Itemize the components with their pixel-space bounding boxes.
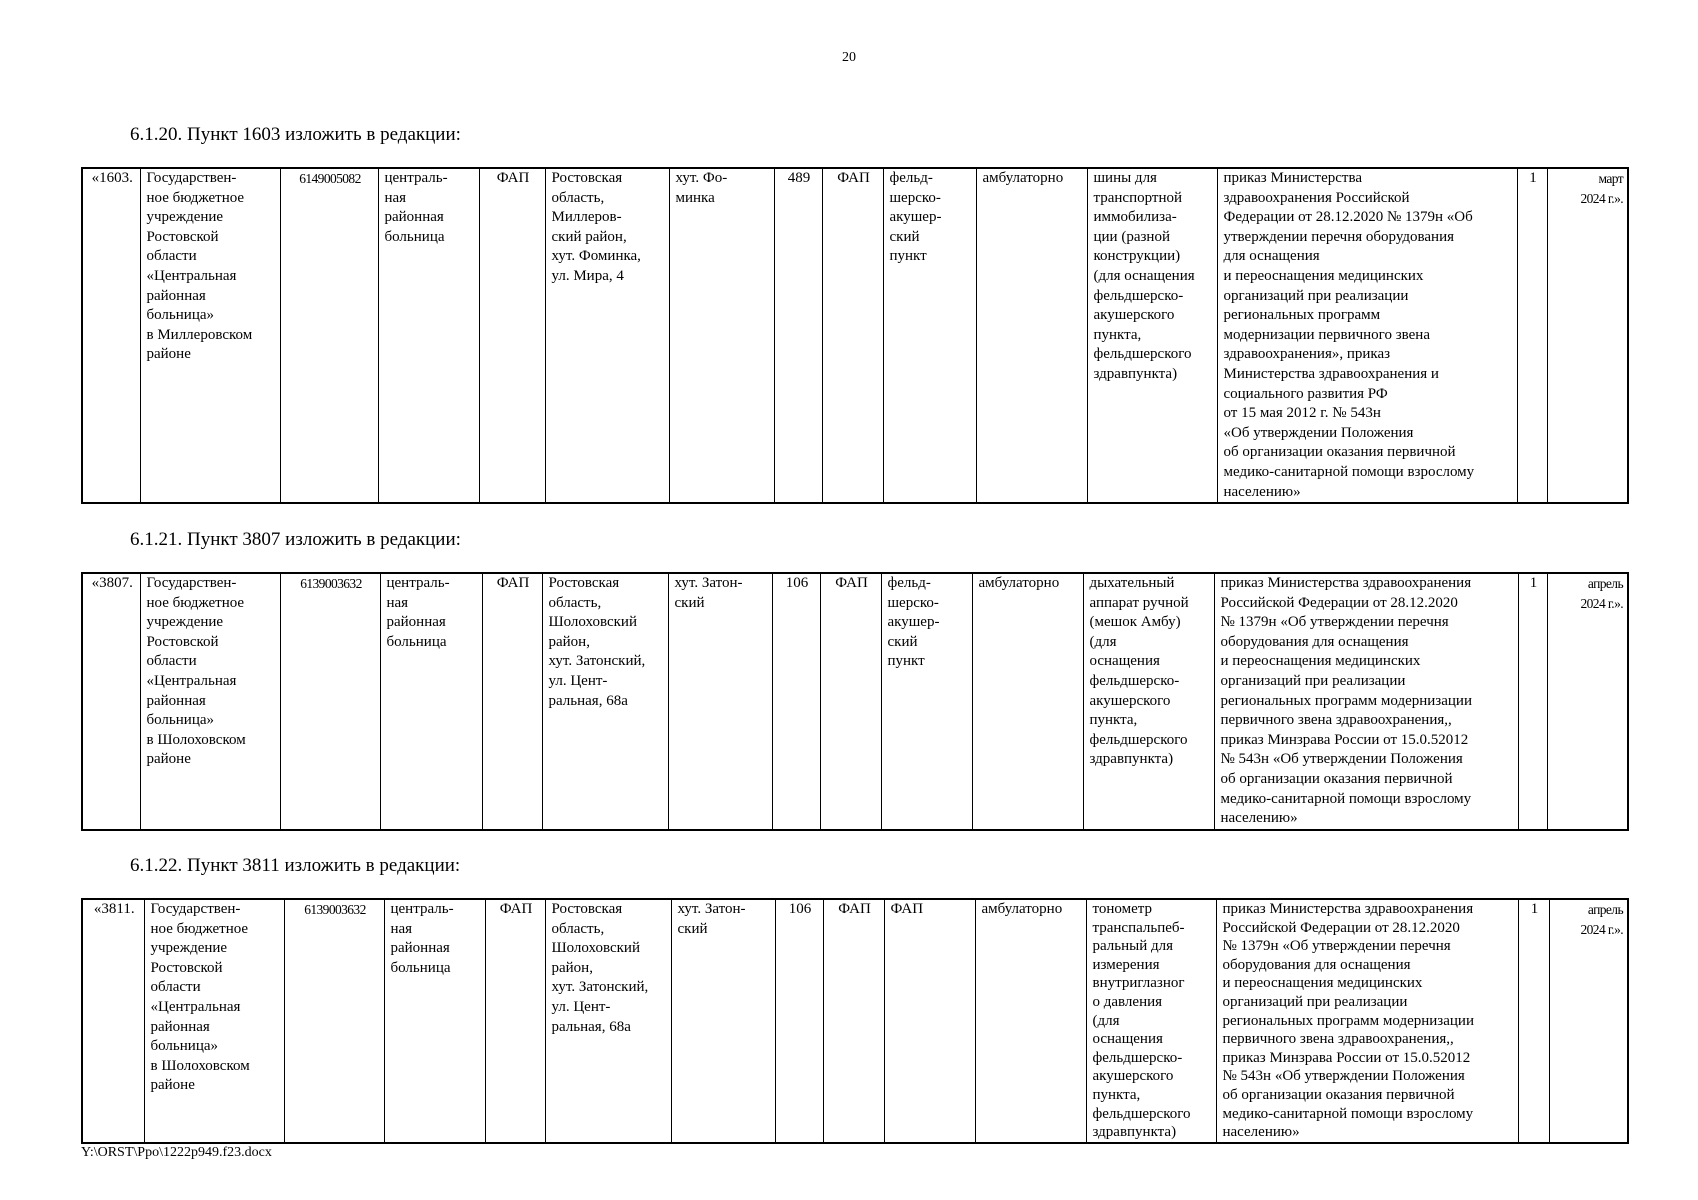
- footer-file-path: Y:\ORST\Ppo\1222p949.f23.docx: [81, 1145, 272, 1160]
- deadline: апрель 2024 г.».: [1549, 899, 1628, 1143]
- unit: ФАП: [485, 899, 545, 1143]
- section-table-1: [81, 167, 1629, 504]
- legal-basis: приказ Министерства здравоохранения Российской Федерации от 28.12.2020 № 1379н «Об утверждении перечня оборудования для оснащения и переоснащения медицинских организаций при реализации региональных программ модернизации первичного звена здравоохранения,, приказ Минзрава России от 15.0.52012 № 543н «Об утверждении Положения об организации оказания первичной медико-санитарной помощи взрослому населению»: [1214, 573, 1518, 830]
- deadline: апрель 2024 г.».: [1547, 573, 1628, 830]
- table-row: [82, 573, 1628, 830]
- quantity: 1: [1518, 899, 1549, 1143]
- deadline: март 2024 г.».: [1547, 168, 1628, 503]
- care-form: амбулаторно: [976, 168, 1087, 503]
- equipment: дыхательный аппарат ручной (мешок Амбу) (для оснащения фельдшерско- акушерского пункта, фельдшерского здравпункта): [1083, 573, 1214, 830]
- unit-short: ФАП: [822, 168, 883, 503]
- population: 106: [772, 573, 820, 830]
- unit-type: фельд- шерско- акушер- ский пункт: [883, 168, 976, 503]
- section-heading-1: 6.1.20. Пункт 1603 изложить в редакции:: [130, 124, 461, 145]
- section-table-3: [81, 898, 1629, 1144]
- unit-short: ФАП: [820, 573, 881, 830]
- institution-name: Государствен- ное бюджетное учреждение Ростовской области «Центральная районная больница» в Шолоховском районе: [140, 573, 280, 830]
- unit-short: ФАП: [823, 899, 884, 1143]
- inn: 6139003632: [284, 899, 384, 1143]
- unit: ФАП: [479, 168, 545, 503]
- population: 489: [774, 168, 822, 503]
- inn: 6139003632: [280, 573, 380, 830]
- legal-basis: приказ Министерства здравоохранения Российской Федерации от 28.12.2020 № 1379н «Об утверждении перечня оборудования для оснащения и переоснащения медицинских организаций при реализации региональных программ модернизации первичного звена здравоохранения», приказ Министерства здравоохранения и социального развития РФ от 15 мая 2012 г. № 543н «Об утверждении Положения об организации оказания первичной медико-санитарной помощи взрослому населению»: [1217, 168, 1517, 503]
- section-table-2: [81, 572, 1629, 831]
- population: 106: [775, 899, 823, 1143]
- institution-type: централь- ная районная больница: [380, 573, 482, 830]
- item-number: «3807.: [82, 573, 140, 830]
- item-number: «1603.: [82, 168, 140, 503]
- address: Ростовская область, Миллеров- ский район, хут. Фоминка, ул. Мира, 4: [545, 168, 669, 503]
- institution-type: централь- ная районная больница: [378, 168, 479, 503]
- item-number: «3811.: [82, 899, 144, 1143]
- section-heading-3: 6.1.22. Пункт 3811 изложить в редакции:: [130, 855, 461, 876]
- table-row: [82, 899, 1628, 1143]
- care-form: амбулаторно: [975, 899, 1086, 1143]
- unit-type: фельд- шерско- акушер- ский пункт: [881, 573, 972, 830]
- institution-name: Государствен- ное бюджетное учреждение Ростовской области «Центральная районная больница» в Миллеровском районе: [140, 168, 280, 503]
- table-row: [82, 168, 1628, 503]
- unit: ФАП: [482, 573, 542, 830]
- address: Ростовская область, Шолоховский район, хут. Затонский, ул. Цент- ральная, 68а: [545, 899, 671, 1143]
- locality: хут. Затон- ский: [668, 573, 772, 830]
- locality: хут. Затон- ский: [671, 899, 775, 1143]
- locality: хут. Фо- минка: [669, 168, 774, 503]
- page-number: 20: [842, 50, 856, 65]
- equipment: шины для транспортной иммобилиза- ции (разной конструкции) (для оснащения фельдшерско- акушерского пункта, фельдшерского здравпункта): [1087, 168, 1217, 503]
- quantity: 1: [1518, 573, 1547, 830]
- legal-basis: приказ Министерства здравоохранения Российской Федерации от 28.12.2020 № 1379н «Об утверждении перечня оборудования для оснащения и переоснащения медицинских организаций при реализации региональных программ модернизации первичного звена здравоохранения,, приказ Минзрава России от 15.0.52012 № 543н «Об утверждении Положения об организации оказания первичной медико-санитарной помощи взрослому населению»: [1216, 899, 1518, 1143]
- section-heading-2: 6.1.21. Пункт 3807 изложить в редакции:: [130, 529, 461, 550]
- care-form: амбулаторно: [972, 573, 1083, 830]
- inn: 6149005082: [280, 168, 378, 503]
- quantity: 1: [1517, 168, 1547, 503]
- address: Ростовская область, Шолоховский район, хут. Затонский, ул. Цент- ральная, 68а: [542, 573, 668, 830]
- equipment: тонометр транспальпеб- ральный для измерения внутриглазног о давления (для оснащения фельдшерско- акушерского пункта, фельдшерского здравпункта): [1086, 899, 1216, 1143]
- institution-name: Государствен- ное бюджетное учреждение Ростовской области «Центральная районная больница» в Шолоховском районе: [144, 899, 284, 1143]
- unit-type: ФАП: [884, 899, 975, 1143]
- institution-type: централь- ная районная больница: [384, 899, 485, 1143]
